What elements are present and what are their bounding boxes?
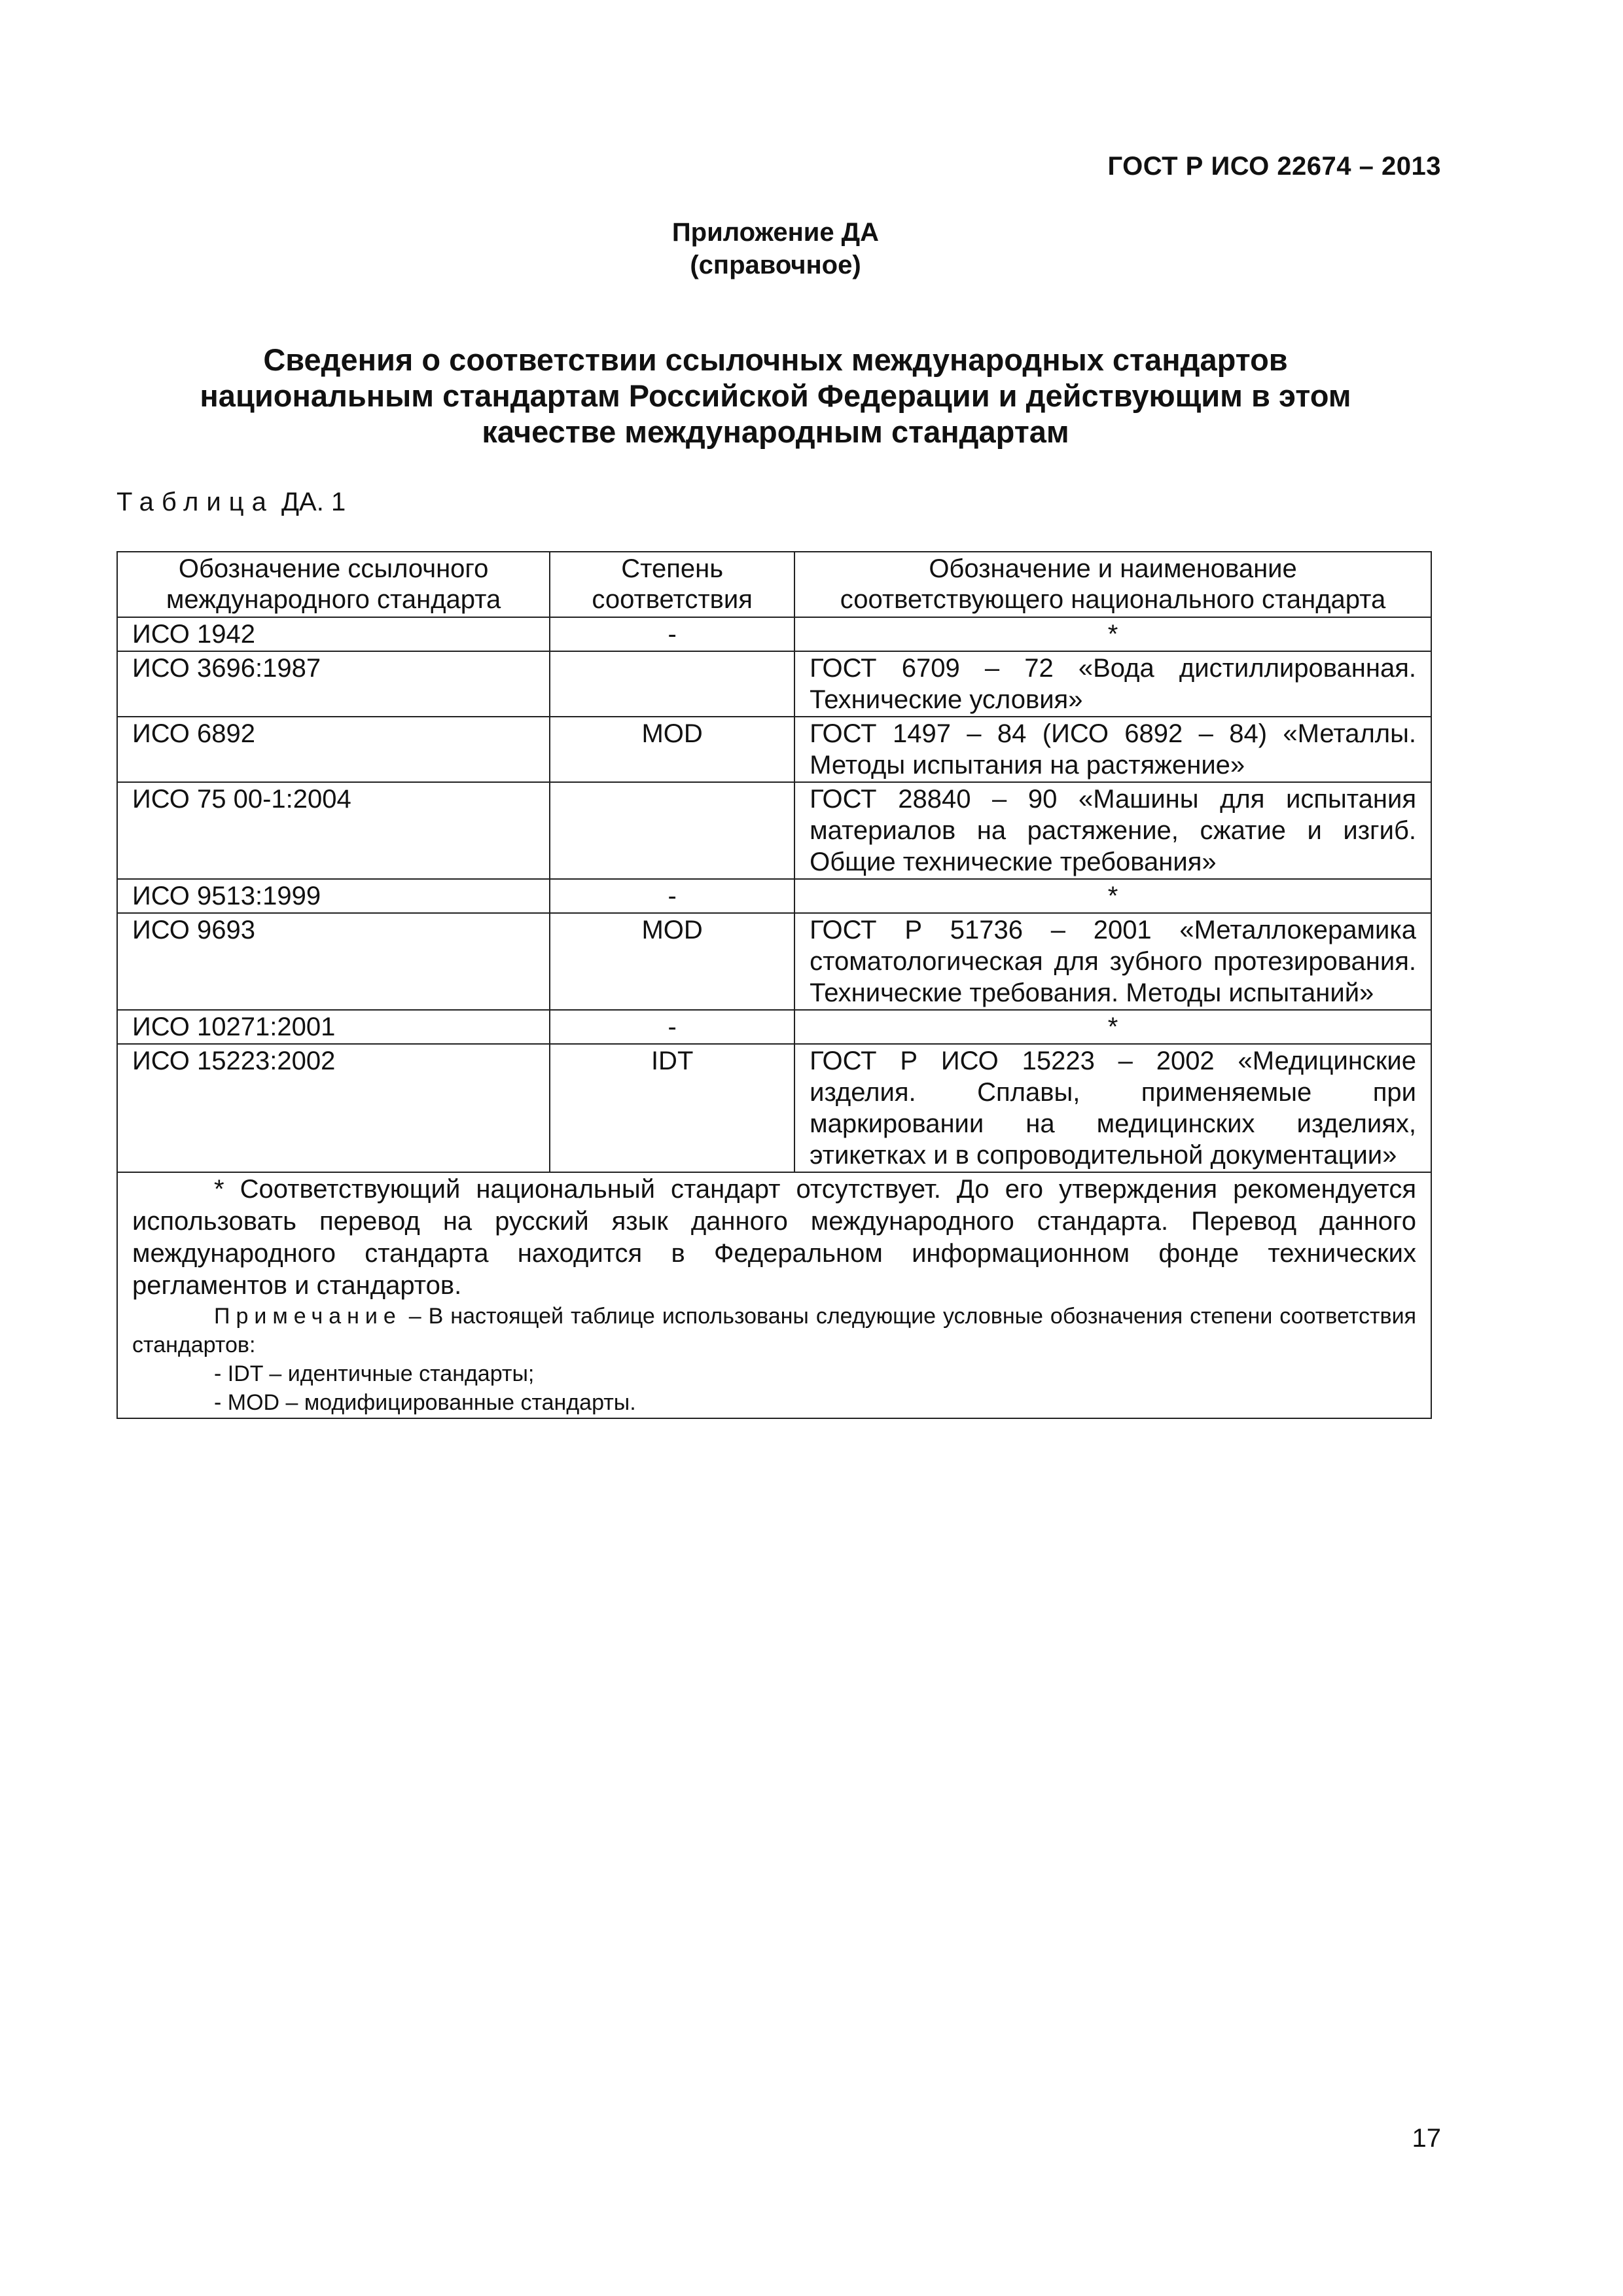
table-row: [117, 913, 1431, 1010]
cell-national: ГОСТ 28840 – 90 «Машины для испытания материалов на растяжение, сжатие и изгиб. Общие технические требования»: [794, 782, 1431, 879]
cell-degree: IDT: [550, 1044, 794, 1172]
cell-reference: ИСО 1942: [117, 617, 550, 651]
table-caption-number: ДА. 1: [281, 488, 346, 516]
appendix-heading: [0, 216, 1551, 281]
table-row: [117, 1010, 1431, 1044]
header-degree: [550, 552, 794, 617]
cell-degree: -: [550, 1010, 794, 1044]
page-number: 17: [1412, 2124, 1441, 2153]
cell-reference: ИСО 3696:1987: [117, 651, 550, 717]
note-text: – В настоящей таблице использованы следующие условные обозначения степени соответствия стандартов:: [132, 1304, 1416, 1357]
cell-degree: [550, 651, 794, 717]
standards-correspondence-table: [116, 551, 1432, 1419]
table-row: [117, 717, 1431, 782]
cell-degree: [550, 782, 794, 879]
cell-national: *: [794, 617, 1431, 651]
cell-national: ГОСТ 1497 – 84 (ИСО 6892 – 84) «Металлы. Методы испытания на растяжение»: [794, 717, 1431, 782]
table-row: [117, 1044, 1431, 1172]
note-word: Примечание: [214, 1304, 402, 1329]
header-c3-line2: соответствующего национального стандарта: [840, 585, 1386, 614]
note-item-mod: - MOD – модифицированные стандарты.: [214, 1390, 636, 1415]
cell-reference: ИСО 75 00-1:2004: [117, 782, 550, 879]
title-line-3: качестве международным стандартам: [482, 414, 1069, 449]
table-header-row: [117, 552, 1431, 617]
table-row: [117, 879, 1431, 913]
header-c1-line1: Обозначение ссылочного: [178, 554, 489, 583]
cell-reference: ИСО 6892: [117, 717, 550, 782]
table-row: [117, 617, 1431, 651]
cell-degree: -: [550, 879, 794, 913]
table-footer-row: [117, 1172, 1431, 1418]
section-title: [0, 342, 1551, 450]
cell-reference: ИСО 15223:2002: [117, 1044, 550, 1172]
table-caption: [116, 488, 346, 517]
header-c1-line2: международного стандарта: [166, 585, 501, 614]
appendix-label: Приложение ДА: [671, 218, 880, 247]
appendix-kind: (справочное): [690, 251, 861, 279]
cell-national: ГОСТ Р ИСО 15223 – 2002 «Медицинские изделия. Сплавы, применяемые при маркировании на медицинских изделиях, этикетках и в сопроводительной документации»: [794, 1044, 1431, 1172]
header-national-standard: [794, 552, 1431, 617]
cell-degree: MOD: [550, 913, 794, 1010]
cell-reference: ИСО 10271:2001: [117, 1010, 550, 1044]
title-line-2: национальным стандартам Российской Федерации и действующим в этом: [200, 378, 1351, 413]
table-caption-word: Таблица: [116, 488, 274, 516]
table-footer: [117, 1172, 1431, 1418]
cell-national: *: [794, 1010, 1431, 1044]
footnote: * Соответствующий национальный стандарт отсутствует. До его утверждения рекомендуется использовать перевод на русский язык данного международного стандарта. Перевод данного международного стандарта находится в Федеральном информационном фонде технических регламентов и стандартов.: [132, 1175, 1416, 1300]
header-c2-line1: Степень: [621, 554, 724, 583]
cell-reference: ИСО 9693: [117, 913, 550, 1010]
header-c2-line2: соответствия: [592, 585, 753, 614]
cell-national: ГОСТ 6709 – 72 «Вода дистиллированная. Технические условия»: [794, 651, 1431, 717]
header-c3-line1: Обозначение и наименование: [929, 554, 1297, 583]
header-reference-standard: [117, 552, 550, 617]
table-row: [117, 782, 1431, 879]
cell-degree: MOD: [550, 717, 794, 782]
cell-reference: ИСО 9513:1999: [117, 879, 550, 913]
title-line-1: Сведения о соответствии ссылочных международных стандартов: [263, 342, 1288, 377]
table-row: [117, 651, 1431, 717]
cell-national: ГОСТ Р 51736 – 2001 «Металлокерамика стоматологическая для зубного протезирования. Технические требования. Методы испытаний»: [794, 913, 1431, 1010]
cell-degree: -: [550, 617, 794, 651]
note: [132, 1302, 1416, 1359]
cell-national: *: [794, 879, 1431, 913]
document-code: ГОСТ Р ИСО 22674 – 2013: [1107, 152, 1441, 181]
note-item-idt: - IDT – идентичные стандарты;: [214, 1361, 535, 1386]
